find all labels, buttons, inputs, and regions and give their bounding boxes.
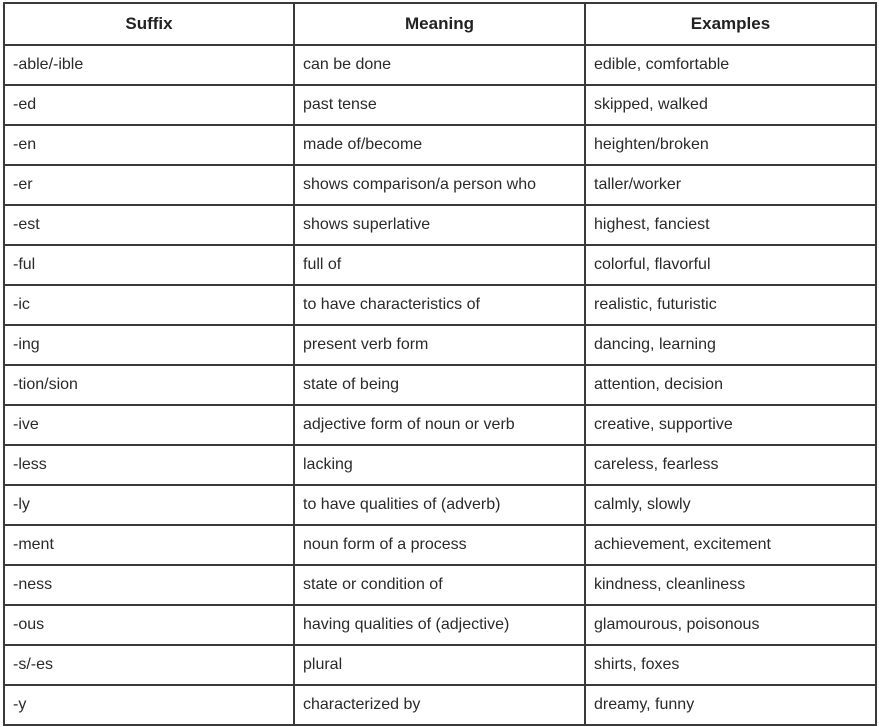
cell-meaning: past tense xyxy=(294,85,585,125)
cell-suffix: -ment xyxy=(4,525,294,565)
cell-meaning: full of xyxy=(294,245,585,285)
cell-examples: glamourous, poisonous xyxy=(585,605,876,645)
cell-suffix: -est xyxy=(4,205,294,245)
cell-suffix: -ous xyxy=(4,605,294,645)
cell-meaning: made of/become xyxy=(294,125,585,165)
cell-examples: dancing, learning xyxy=(585,325,876,365)
cell-meaning: shows superlative xyxy=(294,205,585,245)
cell-suffix: -ful xyxy=(4,245,294,285)
cell-examples: colorful, flavorful xyxy=(585,245,876,285)
cell-examples: dreamy, funny xyxy=(585,685,876,725)
cell-suffix: -ed xyxy=(4,85,294,125)
cell-examples: highest, fanciest xyxy=(585,205,876,245)
cell-examples: skipped, walked xyxy=(585,85,876,125)
cell-meaning: state or condition of xyxy=(294,565,585,605)
cell-suffix: -tion/sion xyxy=(4,365,294,405)
table-row xyxy=(4,365,876,405)
cell-suffix: -able/-ible xyxy=(4,45,294,85)
cell-meaning: noun form of a process xyxy=(294,525,585,565)
cell-examples: heighten/broken xyxy=(585,125,876,165)
cell-suffix: -ive xyxy=(4,405,294,445)
cell-suffix: -ing xyxy=(4,325,294,365)
cell-examples: taller/worker xyxy=(585,165,876,205)
cell-examples: achievement, excitement xyxy=(585,525,876,565)
header-suffix: Suffix xyxy=(4,3,294,45)
table-row xyxy=(4,325,876,365)
header-row xyxy=(4,3,876,45)
cell-suffix: -ness xyxy=(4,565,294,605)
header-examples: Examples xyxy=(585,3,876,45)
cell-meaning: present verb form xyxy=(294,325,585,365)
cell-meaning: to have characteristics of xyxy=(294,285,585,325)
cell-examples: creative, supportive xyxy=(585,405,876,445)
cell-meaning: plural xyxy=(294,645,585,685)
table-body xyxy=(4,45,876,725)
cell-examples: careless, fearless xyxy=(585,445,876,485)
cell-meaning: can be done xyxy=(294,45,585,85)
cell-meaning: adjective form of noun or verb xyxy=(294,405,585,445)
cell-suffix: -en xyxy=(4,125,294,165)
cell-examples: realistic, futuristic xyxy=(585,285,876,325)
table-row xyxy=(4,45,876,85)
cell-examples: calmly, slowly xyxy=(585,485,876,525)
cell-examples: shirts, foxes xyxy=(585,645,876,685)
cell-meaning: characterized by xyxy=(294,685,585,725)
table-row xyxy=(4,565,876,605)
cell-examples: attention, decision xyxy=(585,365,876,405)
cell-suffix: -ic xyxy=(4,285,294,325)
table-row xyxy=(4,85,876,125)
table-row xyxy=(4,445,876,485)
table-row xyxy=(4,245,876,285)
cell-meaning: state of being xyxy=(294,365,585,405)
table-row xyxy=(4,165,876,205)
cell-suffix: -ly xyxy=(4,485,294,525)
table-row xyxy=(4,205,876,245)
cell-meaning: lacking xyxy=(294,445,585,485)
cell-suffix: -er xyxy=(4,165,294,205)
table-row xyxy=(4,685,876,725)
cell-meaning: to have qualities of (adverb) xyxy=(294,485,585,525)
table-row xyxy=(4,405,876,445)
cell-suffix: -less xyxy=(4,445,294,485)
cell-suffix: -s/-es xyxy=(4,645,294,685)
header-meaning: Meaning xyxy=(294,3,585,45)
suffix-table xyxy=(3,2,877,726)
cell-examples: kindness, cleanliness xyxy=(585,565,876,605)
cell-meaning: shows comparison/a person who xyxy=(294,165,585,205)
table-row xyxy=(4,485,876,525)
cell-meaning: having qualities of (adjective) xyxy=(294,605,585,645)
table-row xyxy=(4,645,876,685)
table-row xyxy=(4,605,876,645)
cell-examples: edible, comfortable xyxy=(585,45,876,85)
table-row xyxy=(4,525,876,565)
cell-suffix: -y xyxy=(4,685,294,725)
table-row xyxy=(4,285,876,325)
table-row xyxy=(4,125,876,165)
